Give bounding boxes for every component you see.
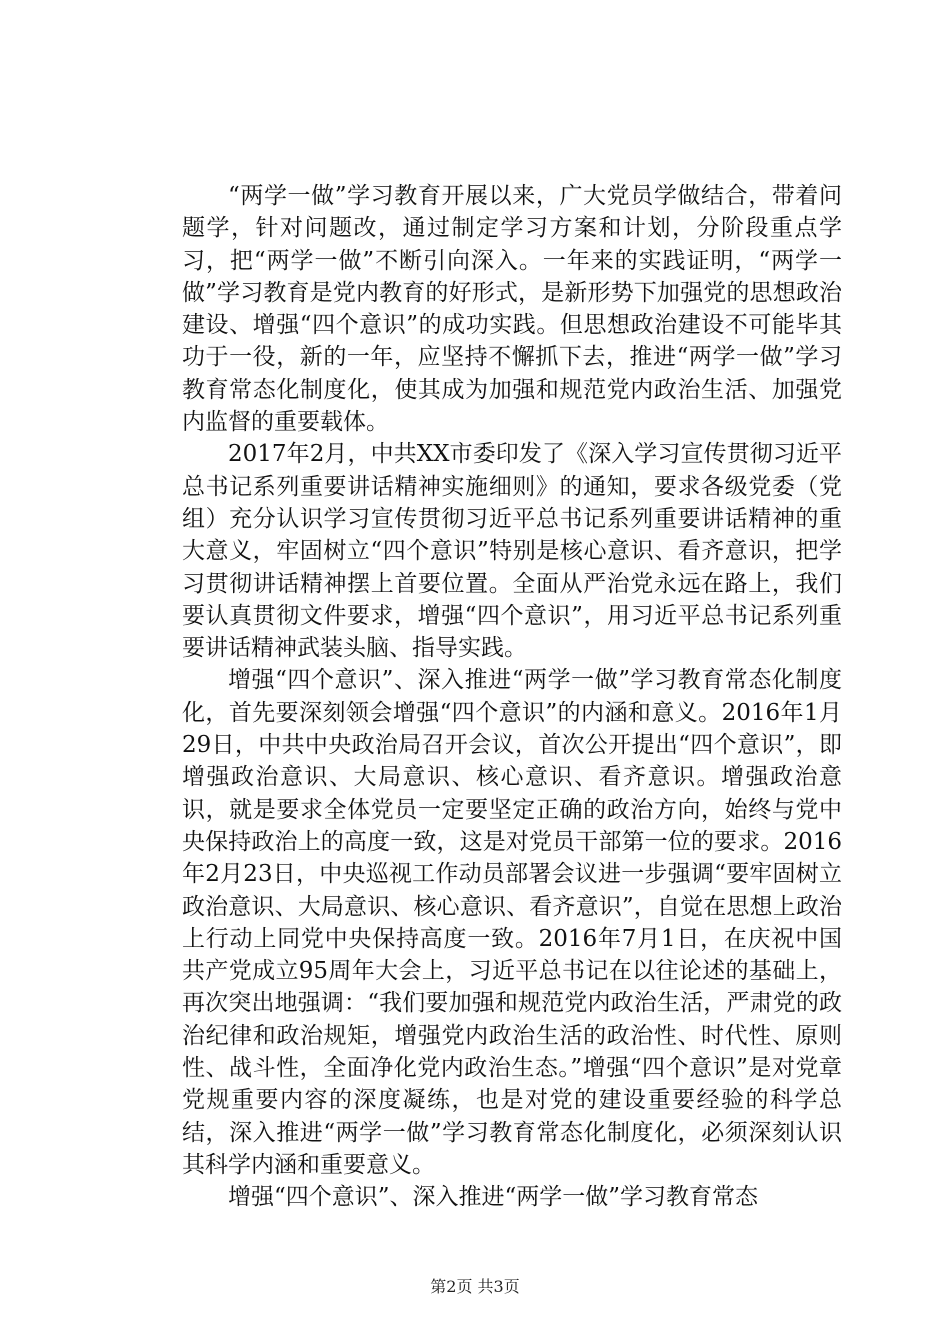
page-footer: 第2页 共3页 <box>430 1277 520 1296</box>
document-body <box>182 180 842 1214</box>
paragraph-1: “两学一做”学习教育开展以来，广大党员学做结合，带着问题学，针对问题改，通过制定学习方案和计划，分阶段重点学习，把“两学一做”不断引向深入。一年来的实践证明，“两学一做”学习教育是党内教育的好形式，是新形势下加强党的思想政治建设、增强“四个意识”的成功实践。但思想政治建设不可能毕其功于一役，新的一年，应坚持不懈抓下去，推进“两学一做”学习教育常态化制度化，使其成为加强和规范党内政治生活、加强党内监督的重要载体。 <box>182 183 842 436</box>
paragraph-2: 2017年2月，中共XX市委印发了《深入学习宣传贯彻习近平总书记系列重要讲话精神实施细则》的通知，要求各级党委（党组）充分认识学习宣传贯彻习近平总书记系列重要讲话精神的重大意义，牢固树立“四个意识”特别是核心意识、看齐意识，把学习贯彻讲话精神摆上首要位置。全面从严治党永远在路上，我们要认真贯彻文件要求，增强“四个意识”，用习近平总书记系列重要讲话精神武装头脑、指导实践。 <box>182 441 842 662</box>
paragraph-3: 增强“四个意识”、深入推进“两学一做”学习教育常态化制度化，首先要深刻领会增强“四个意识”的内涵和意义。2016年1月29日，中共中央政治局召开会议，首次公开提出“四个意识”，即增强政治意识、大局意识、核心意识、看齐意识。增强政治意识，就是要求全体党员一定要坚定正确的政治方向，始终与党中央保持政治上的高度一致，这是对党员干部第一位的要求。2016年2月23日，中央巡视工作动员部署会议进一步强调“要牢固树立政治意识、大局意识、核心意识、看齐意识”，自觉在思想上政治上行动上同党中央保持高度一致。2016年7月1日，在庆祝中国共产党成立95周年大会上，习近平总书记在以往论述的基础上，再次突出地强调：“我们要加强和规范党内政治生活，严肃党的政治纪律和政治规矩，增强党内政治生活的政治性、时代性、原则性、战斗性，全面净化党内政治生态。”增强“四个意识”是对党章党规重要内容的深度凝练，也是对党的建设重要经验的科学总结，深入推进“两学一做”学习教育常态化制度化，必须深刻认识其科学内涵和重要意义。 <box>182 667 842 1178</box>
paragraph-4: 增强“四个意识”、深入推进“两学一做”学习教育常态 <box>228 1184 759 1211</box>
